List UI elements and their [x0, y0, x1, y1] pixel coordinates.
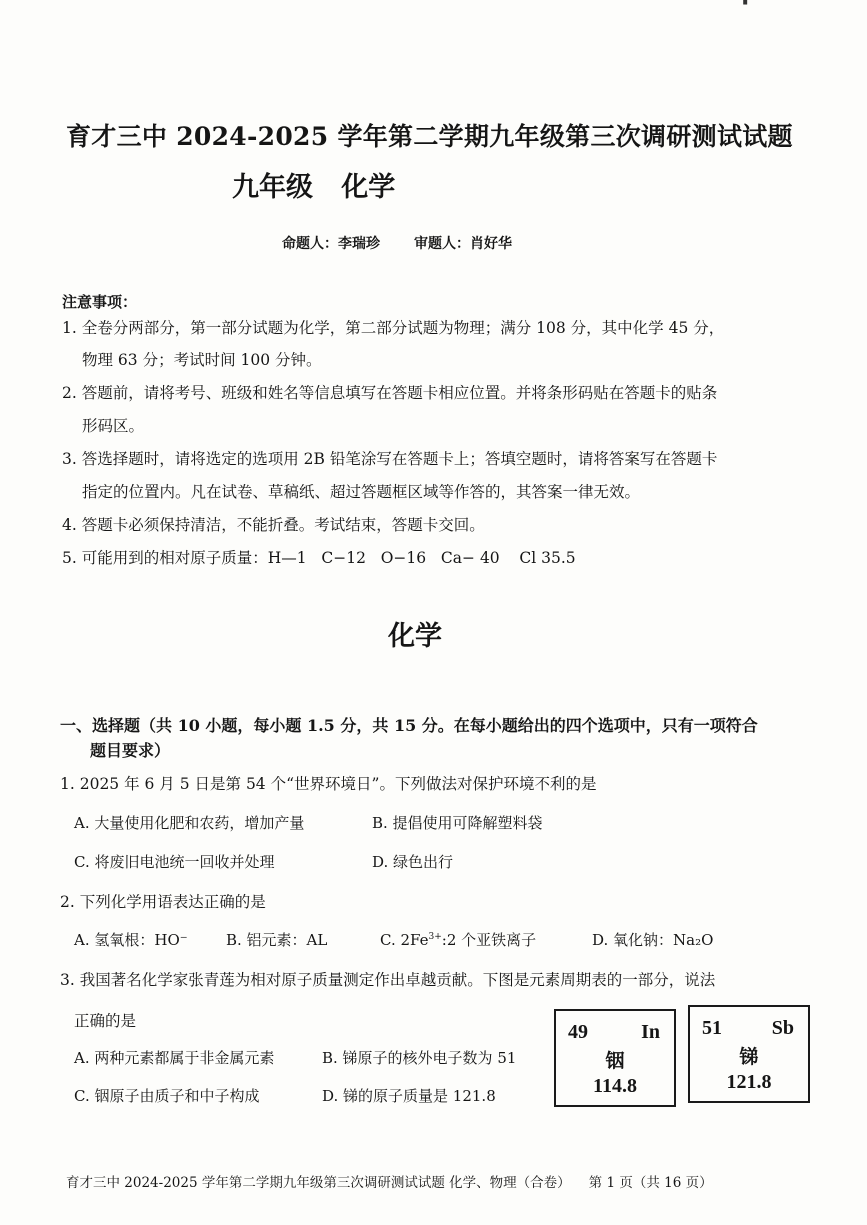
q3-option-d: D. 锑的原子质量是 121.8: [322, 1087, 496, 1105]
element-card-indium: [554, 1009, 676, 1107]
page-footer: [66, 1171, 713, 1191]
section-title: 化学: [388, 621, 442, 652]
q1-stem: 1. 2025 年 6 月 5 日是第 54 个“世界环境日”。下列做法对保护环境不利的是: [60, 775, 597, 793]
element-card-antimony: [688, 1005, 810, 1103]
q3-option-a: A. 两种元素都属于非金属元素: [74, 1049, 275, 1067]
q3-stem: 3. 我国著名化学家张青莲为相对原子质量测定作出卓越贡献。下图是元素周期表的一部分，说法: [60, 971, 716, 989]
q2-option-c-desc: :2 个亚铁离子: [441, 931, 537, 949]
q3-option-b: B. 锑原子的核外电子数为 51: [322, 1049, 517, 1067]
q2-option-b: B. 铝元素：AL: [226, 931, 328, 949]
note-line: 5. 可能用到的相对原子质量：H—1 C−12 O−16 Ca− 40 Cl 35.5: [62, 549, 576, 567]
proposer: 命题人：李瑞珍: [282, 236, 380, 252]
element-name: 铟: [605, 1050, 625, 1072]
element-name: 锑: [739, 1046, 759, 1068]
q3-stem-cont: 正确的是: [74, 1012, 137, 1030]
q2-option-a: A. 氢氧根：HO⁻: [74, 931, 188, 949]
element-symbol: In: [641, 1021, 660, 1043]
reviewer: 审题人：肖好华: [414, 236, 512, 252]
part-heading: 一、选择题（共 10 小题，每小题 1.5 分，共 15 分。在每小题给出的四个选项中，只有一项符合: [60, 716, 758, 735]
note-line: 1. 全卷分两部分，第一部分试题为化学，第二部分试题为物理；满分 108 分，其中化学 45 分，: [62, 319, 725, 337]
part-heading-cont: 题目要求）: [90, 741, 171, 760]
q1-option-b: B. 提倡使用可降解塑料袋: [372, 814, 543, 832]
corner-mark: ▘: [743, 0, 751, 11]
element-symbol: Sb: [771, 1017, 794, 1039]
atomic-mass: 121.8: [726, 1071, 772, 1093]
atomic-number: 49: [568, 1021, 588, 1043]
notes-heading: 注意事项：: [62, 293, 138, 311]
q2-option-c-text: C. 2Fe: [380, 931, 429, 949]
q2-option-c-charge: 3+: [428, 932, 442, 942]
exam-title: 育才三中 2024-2025 学年第二学期九年级第三次调研测试试题: [66, 122, 793, 151]
q3-option-c: C. 铟原子由质子和中子构成: [74, 1087, 260, 1105]
authors-line: [282, 233, 512, 253]
footer-text: 育才三中 2024-2025 学年第二学期九年级第三次调研测试试题 化学、物理（合卷）: [66, 1175, 571, 1191]
note-line: 指定的位置内。凡在试卷、草稿纸、超过答题框区域等作答的，其答案一律无效。: [82, 483, 641, 501]
atomic-number: 51: [702, 1017, 722, 1039]
note-line: 物理 63 分；考试时间 100 分钟。: [82, 351, 322, 369]
q2-stem: 2. 下列化学用语表达正确的是: [60, 893, 266, 911]
note-line: 3. 答选择题时，请将选定的选项用 2B 铅笔涂写在答题卡上；答填空题时，请将答案写在答题卡: [62, 450, 718, 468]
q1-option-d: D. 绿色出行: [372, 853, 454, 871]
atomic-mass: 114.8: [593, 1075, 637, 1097]
exam-subtitle: 九年级 化学: [232, 172, 396, 203]
page-number: 第 1 页（共 16 页）: [588, 1175, 713, 1191]
note-line: 2. 答题前，请将考号、班级和姓名等信息填写在答题卡相应位置。并将条形码贴在答题卡的贴条: [62, 384, 718, 402]
note-line: 4. 答题卡必须保持清洁，不能折叠。考试结束，答题卡交回。: [62, 516, 485, 534]
q2-option-d: D. 氧化钠：Na₂O: [592, 931, 714, 949]
note-line: 形码区。: [82, 417, 145, 435]
q2-option-c: [380, 929, 536, 950]
q1-option-a: A. 大量使用化肥和农药，增加产量: [74, 814, 305, 832]
q1-option-c: C. 将废旧电池统一回收并处理: [74, 853, 275, 871]
